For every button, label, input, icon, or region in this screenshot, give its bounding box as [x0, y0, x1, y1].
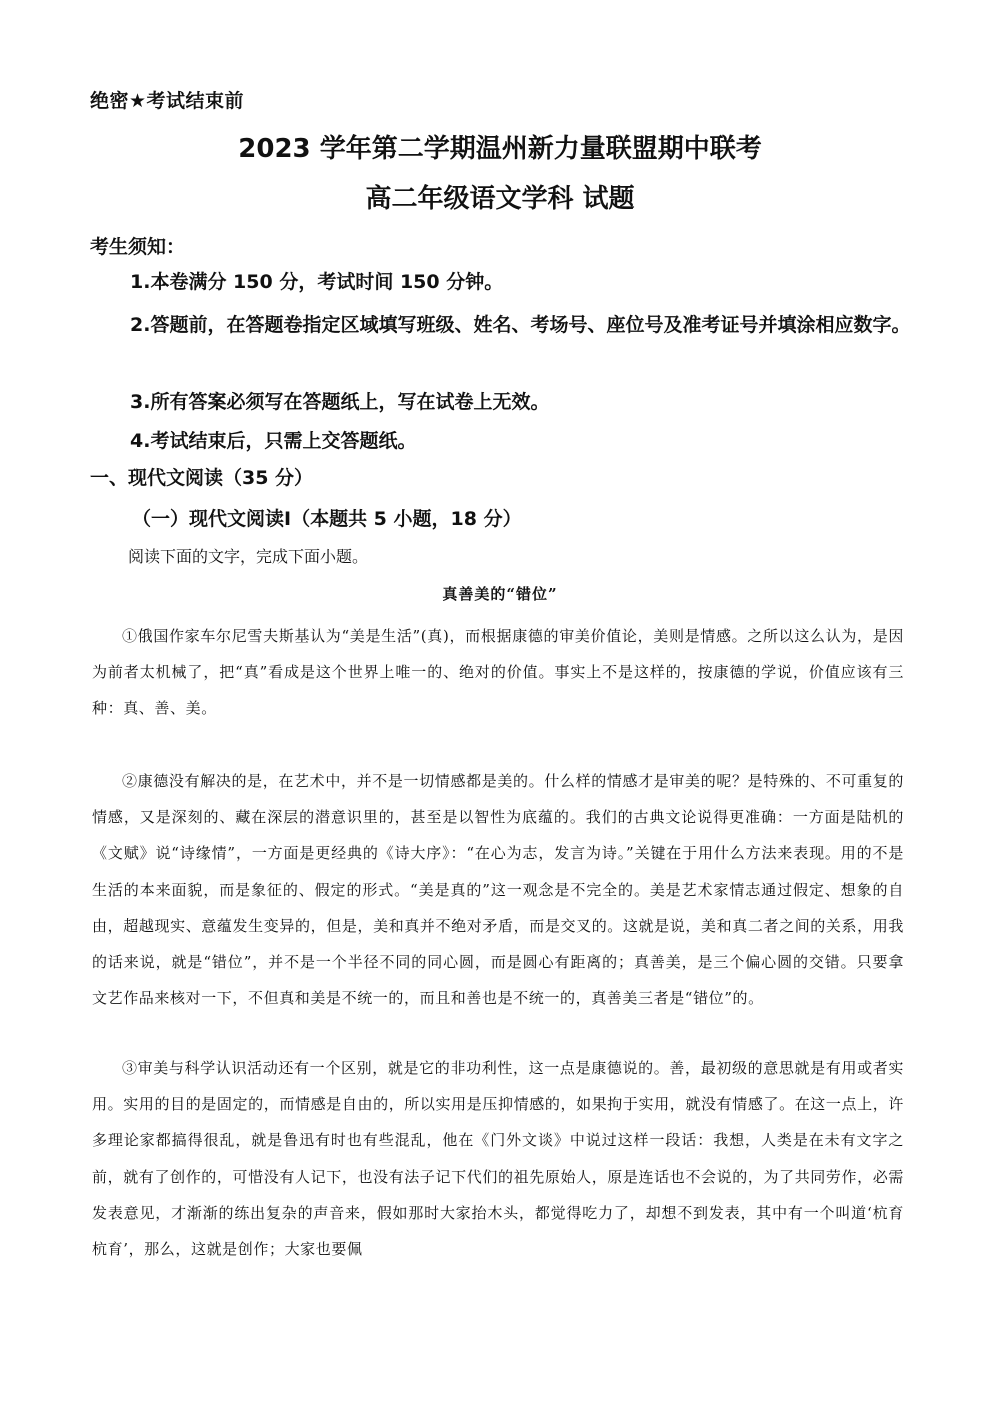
article-paragraph: ①俄国作家车尔尼雪夫斯基认为“美是生活”(真)，而根据康德的审美价值论，美则是情感。之所以这么认为，是因为前者太机械了，把“真”看成是这个世界上唯一的、绝对的价值。事实上不是这样的，按康德的学说，价值应该有三种：真、善、美。 — [92, 627, 904, 718]
reading-instruction: 阅读下面的文字，完成下面小题。 — [128, 547, 369, 566]
subsection-heading: （一）现代文阅读Ⅰ（本题共 5 小题，18 分） — [132, 508, 522, 530]
notice-item: 3.所有答案必须写在答题纸上，写在试卷上无效。 — [130, 391, 550, 413]
confidential-label: 绝密★考试结束前 — [90, 90, 245, 112]
notice-heading: 考生须知： — [90, 236, 186, 258]
notice-item: 2.答题前，在答题卷指定区域填写班级、姓名、考场号、座位号及准考证号并填涂相应数字。 — [130, 314, 911, 336]
section-heading: 一、现代文阅读（35 分） — [90, 467, 314, 489]
exam-subtitle: 高二年级语文学科 试题 — [365, 184, 635, 214]
notice-item: 4.考试结束后，只需上交答题纸。 — [130, 430, 417, 452]
article-title: 真善美的“错位” — [442, 585, 558, 603]
article-paragraph: ②康德没有解决的是，在艺术中，并不是一切情感都是美的。什么样的情感才是审美的呢？是特殊的、不可重复的情感，又是深刻的、藏在深层的潜意识里的，甚至是以智性为底蕴的。我们的古典文论说得更准确：一方面是陆机的《文赋》说“诗缘情”，一方面是更经典的《诗大序》：“在心为志，发言为诗。”关键在于用什么方法来表现。用的不是生活的本来面貌，而是象征的、假定的形式。“美是真的”这一观念是不完全的。美是艺术家情志通过假定、想象的自由，超越现实、意蕴发生变异的，但是，美和真并不绝对矛盾，而是交叉的。这就是说，美和真二者之间的关系，用我的话来说，就是“错位”，并不是一个半径不同的同心圆，而是圆心有距离的；真善美，是三个偏心圆的交错。只要拿文艺作品来核对一下，不但真和美是不统一的，而且和善也是不统一的，真善美三者是“错位”的。 — [92, 772, 904, 1008]
notice-item: 1.本卷满分 150 分，考试时间 150 分钟。 — [130, 271, 504, 293]
article-paragraph: ③审美与科学认识活动还有一个区别，就是它的非功利性，这一点是康德说的。善，最初级的意思就是有用或者实用。实用的目的是固定的，而情感是自由的，所以实用是压抑情感的，如果拘于实用，就没有情感了。在这一点上，许多理论家都搞得很乱，就是鲁迅有时也有些混乱，他在《门外文谈》中说过这样一段话：我想，人类是在未有文字之前，就有了创作的，可惜没有人记下，也没有法子记下代们的祖先原始人，原是连话也不会说的，为了共同劳作，必需发表意见，才渐渐的练出复杂的声音来，假如那时大家抬木头，都觉得吃力了，却想不到发表，其中有一个叫道‘杭育杭育’，那么，这就是创作；大家也要佩 — [92, 1059, 904, 1259]
exam-title: 2023 学年第二学期温州新力量联盟期中联考 — [238, 134, 762, 164]
